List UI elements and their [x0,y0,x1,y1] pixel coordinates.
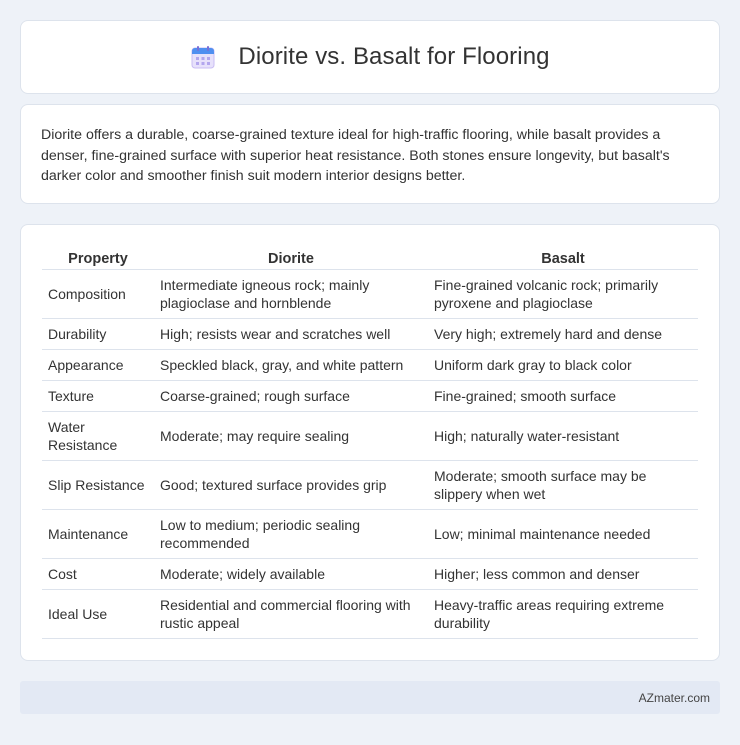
table-row [42,318,698,349]
cell-property: Water Resistance [42,411,154,460]
comparison-table-card [20,224,720,661]
cell-basalt: Moderate; smooth surface may be slippery when wet [428,460,698,509]
header-basalt: Basalt [428,245,698,269]
cell-diorite: Speckled black, gray, and white pattern [154,349,428,380]
table-row [42,589,698,638]
comparison-table [42,245,698,639]
cell-diorite: Intermediate igneous rock; mainly plagioclase and hornblende [154,269,428,318]
cell-property: Cost [42,558,154,589]
cell-diorite: Good; textured surface provides grip [154,460,428,509]
cell-basalt: Fine-grained; smooth surface [428,380,698,411]
page-title: Diorite vs. Basalt for Flooring [238,43,550,70]
cell-property: Appearance [42,349,154,380]
cell-diorite: Moderate; may require sealing [154,411,428,460]
footer-brand: AZmater.com [638,691,710,705]
cell-basalt: High; naturally water-resistant [428,411,698,460]
header-property: Property [42,245,154,269]
cell-basalt: Low; minimal maintenance needed [428,509,698,558]
cell-property: Composition [42,269,154,318]
cell-diorite: Residential and commercial flooring with rustic appeal [154,589,428,638]
cell-basalt: Heavy-traffic areas requiring extreme durability [428,589,698,638]
title-card [20,20,720,94]
cell-diorite: Low to medium; periodic sealing recommended [154,509,428,558]
table-row [42,509,698,558]
table-row [42,269,698,318]
table-row [42,349,698,380]
summary-card [20,104,720,204]
table-row [42,558,698,589]
calendar-icon [190,44,216,70]
cell-property: Ideal Use [42,589,154,638]
cell-basalt: Very high; extremely hard and dense [428,318,698,349]
cell-property: Texture [42,380,154,411]
cell-basalt: Uniform dark gray to black color [428,349,698,380]
cell-property: Durability [42,318,154,349]
summary-text: Diorite offers a durable, coarse-grained texture ideal for high-traffic flooring, while basalt provides a denser, fine-grained surface with superior heat resistance. Both stones ensure longevity, but basalt's darker color and smoother finish suit modern interior designs better. [41,127,670,184]
cell-diorite: Coarse-grained; rough surface [154,380,428,411]
table-row [42,460,698,509]
cell-property: Maintenance [42,509,154,558]
table-row [42,411,698,460]
header-diorite: Diorite [154,245,428,269]
cell-diorite: High; resists wear and scratches well [154,318,428,349]
cell-diorite: Moderate; widely available [154,558,428,589]
table-header-row [42,245,698,269]
table-row [42,380,698,411]
footer [20,681,720,714]
cell-basalt: Fine-grained volcanic rock; primarily pyroxene and plagioclase [428,269,698,318]
cell-property: Slip Resistance [42,460,154,509]
cell-basalt: Higher; less common and denser [428,558,698,589]
